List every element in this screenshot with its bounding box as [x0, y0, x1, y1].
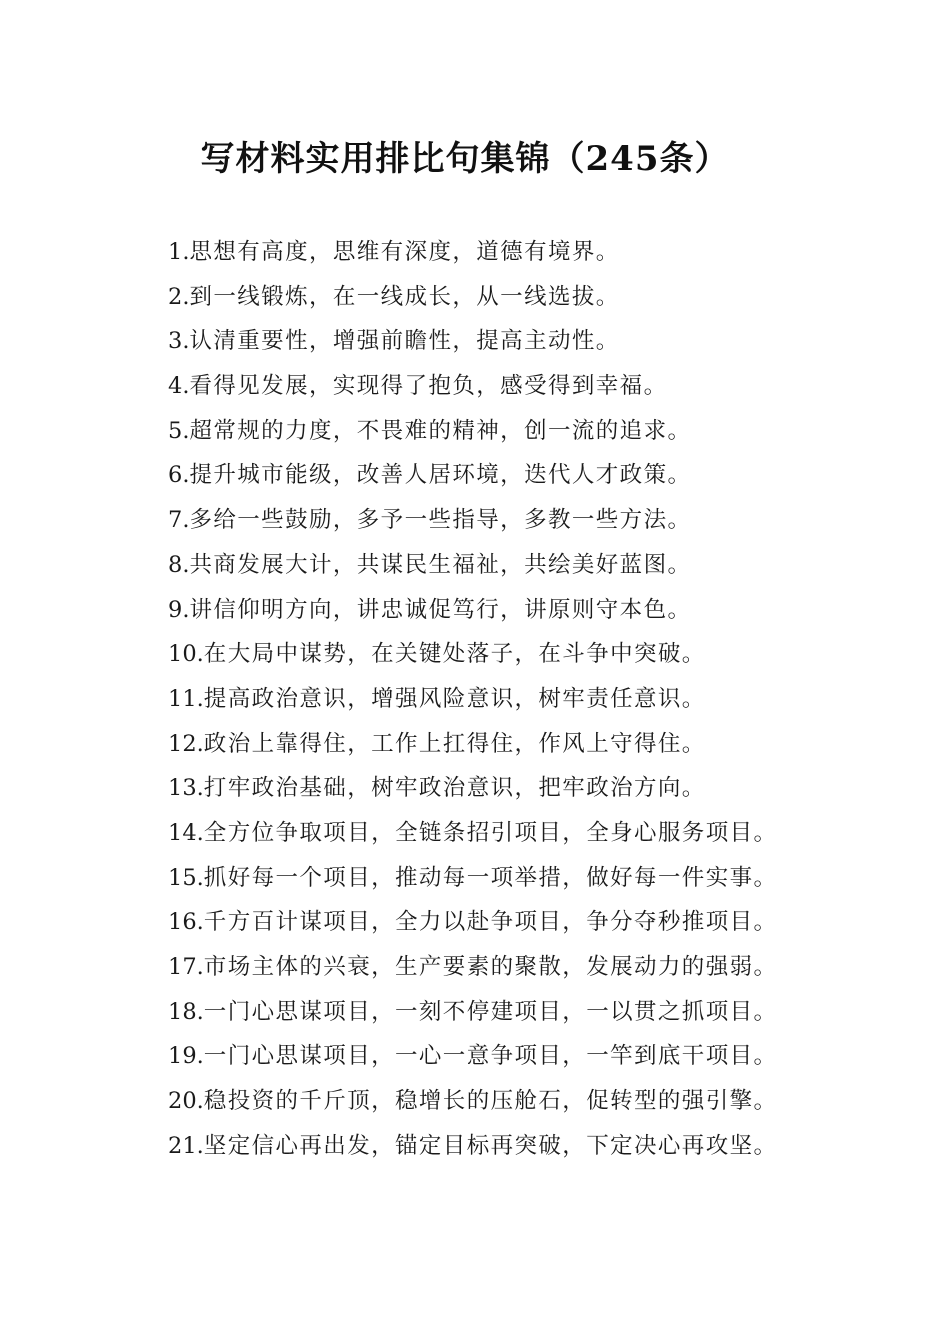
item-number: 2.	[168, 283, 190, 310]
item-number: 6.	[168, 462, 190, 489]
item-number: 13.	[168, 775, 204, 802]
item-text: 讲信仰明方向，讲忠诚促笃行，讲原则守本色。	[189, 596, 692, 623]
item-text: 政治上靠得住，工作上扛得住，作风上守得住。	[203, 730, 706, 757]
item-text: 稳投资的千斤顶，稳增长的压舱石，促转型的强引擎。	[203, 1088, 778, 1115]
list-item	[168, 230, 828, 275]
item-text: 认清重要性，增强前瞻性，提高主动性。	[189, 328, 620, 355]
list-item	[168, 319, 828, 364]
item-text: 一门心思谋项目，一刻不停建项目，一以贯之抓项目。	[203, 998, 778, 1025]
item-text: 千方百计谋项目，全力以赴争项目，争分夺秒推项目。	[203, 909, 778, 936]
list-item	[168, 990, 828, 1035]
item-number: 12.	[168, 730, 204, 757]
item-text: 抓好每一个项目，推动每一项举措，做好每一件实事。	[203, 864, 778, 891]
item-number: 9.	[168, 596, 190, 623]
list-item	[168, 409, 828, 454]
list-item	[168, 364, 828, 409]
item-text: 在大局中谋势，在关键处落子，在斗争中突破。	[203, 641, 706, 668]
page-title: 写材料实用排比句集锦（245条）	[200, 139, 730, 179]
item-text: 多给一些鼓励，多予一些指导，多教一些方法。	[189, 507, 692, 534]
sentence-list	[168, 230, 828, 1168]
list-item	[168, 766, 828, 811]
list-item	[168, 543, 828, 588]
item-number: 5.	[168, 417, 190, 444]
item-text: 共商发展大计，共谋民生福祉，共绘美好蓝图。	[189, 551, 692, 578]
item-number: 16.	[168, 909, 204, 936]
list-item	[168, 588, 828, 633]
item-number: 14.	[168, 819, 204, 846]
list-item	[168, 900, 828, 945]
list-item	[168, 275, 828, 320]
item-text: 打牢政治基础，树牢政治意识，把牢政治方向。	[203, 775, 706, 802]
list-item	[168, 498, 828, 543]
item-number: 10.	[168, 641, 204, 668]
item-number: 15.	[168, 864, 204, 891]
list-item	[168, 856, 828, 901]
list-item	[168, 1079, 828, 1124]
item-number: 18.	[168, 998, 204, 1025]
list-item	[168, 677, 828, 722]
item-number: 4.	[168, 373, 190, 400]
item-text: 思想有高度，思维有深度，道德有境界。	[189, 239, 620, 265]
list-item	[168, 632, 828, 677]
list-item	[168, 945, 828, 990]
item-text: 全方位争取项目，全链条招引项目，全身心服务项目。	[203, 819, 778, 846]
item-number: 8.	[168, 551, 190, 578]
item-number: 3.	[168, 328, 190, 355]
item-number: 21.	[168, 1132, 204, 1159]
list-item	[168, 722, 828, 767]
list-item	[168, 1034, 828, 1079]
item-text: 到一线锻炼，在一线成长，从一线选拔。	[189, 283, 620, 310]
item-number: 11.	[168, 685, 204, 712]
item-text: 市场主体的兴衰，生产要素的聚散，发展动力的强弱。	[203, 954, 778, 980]
item-text: 超常规的力度，不畏难的精神，创一流的追求。	[189, 417, 692, 444]
list-item	[168, 811, 828, 856]
item-number: 7.	[168, 507, 190, 534]
list-item	[168, 1124, 828, 1169]
item-text: 一门心思谋项目，一心一意争项目，一竿到底干项目。	[203, 1043, 778, 1070]
item-text: 坚定信心再出发，锚定目标再突破，下定决心再攻坚。	[203, 1132, 778, 1159]
item-text: 提升城市能级，改善人居环境，迭代人才政策。	[189, 462, 692, 489]
item-text: 提高政治意识，增强风险意识，树牢责任意识。	[203, 685, 706, 712]
item-text: 看得见发展，实现得了抱负，感受得到幸福。	[189, 373, 668, 400]
item-number: 17.	[168, 954, 204, 980]
item-number: 1.	[168, 239, 190, 265]
item-number: 20.	[168, 1088, 204, 1115]
list-item	[168, 453, 828, 498]
item-number: 19.	[168, 1043, 204, 1070]
